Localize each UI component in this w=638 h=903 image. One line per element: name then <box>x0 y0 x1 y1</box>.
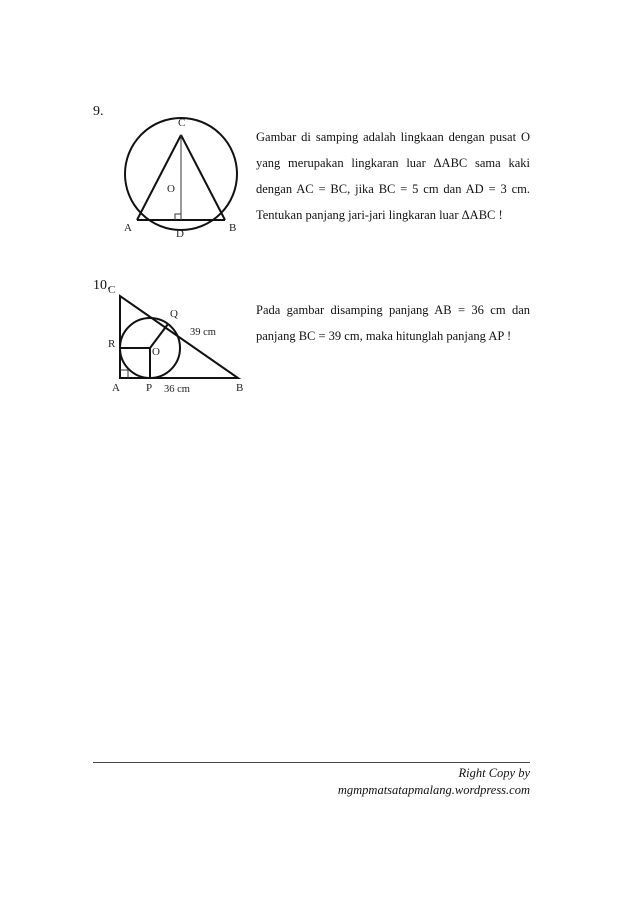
label-b: B <box>229 222 237 234</box>
problem-9-line: yang merupakan lingkaran luar ΔABC sama kaki <box>256 156 530 170</box>
footer-divider <box>93 762 530 763</box>
label-b: B <box>236 382 244 394</box>
side-ac <box>137 135 181 220</box>
problem-9-number: 9. <box>93 104 104 119</box>
label-c: C <box>108 284 116 296</box>
side-bc <box>181 135 225 220</box>
problem-9-line: Gambar di samping adalah lingkaan dengan pusat O <box>256 130 530 144</box>
label-c: C <box>178 117 186 129</box>
incircle-figure <box>100 280 260 400</box>
label-o: O <box>152 346 160 358</box>
footer-website: mgmpmatsatapmalang.wordpress.com <box>337 783 530 797</box>
problem-9-line: Tentukan panjang jari-jari lingkaran luar ΔABC ! <box>256 208 503 222</box>
problem-10-text <box>256 297 530 349</box>
label-p: P <box>146 382 153 394</box>
label-r: R <box>108 338 116 350</box>
right-angle-mark <box>120 370 128 378</box>
problem-10-line: panjang BC = 39 cm, maka hitunglah panjang AP ! <box>256 329 512 343</box>
label-q: Q <box>170 308 178 320</box>
label-d: D <box>176 228 184 240</box>
label-bc-length: 39 cm <box>190 327 216 338</box>
footer-credit: Right Copy by <box>458 766 530 780</box>
label-o: O <box>167 183 175 195</box>
problem-10-line: Pada gambar disamping panjang AB = 36 cm dan <box>256 303 530 317</box>
problem-9-text <box>256 124 530 228</box>
radius-oq <box>150 324 168 348</box>
right-triangle <box>120 296 238 378</box>
problem-10-number: 10. <box>93 278 111 293</box>
label-a: A <box>124 222 132 234</box>
circumcircle-figure <box>110 112 250 242</box>
label-ab-length: 36 cm <box>164 384 190 395</box>
problem-9-line: dengan AC = BC, jika BC = 5 cm dan AD = 3 cm. <box>256 182 530 196</box>
label-a: A <box>112 382 120 394</box>
